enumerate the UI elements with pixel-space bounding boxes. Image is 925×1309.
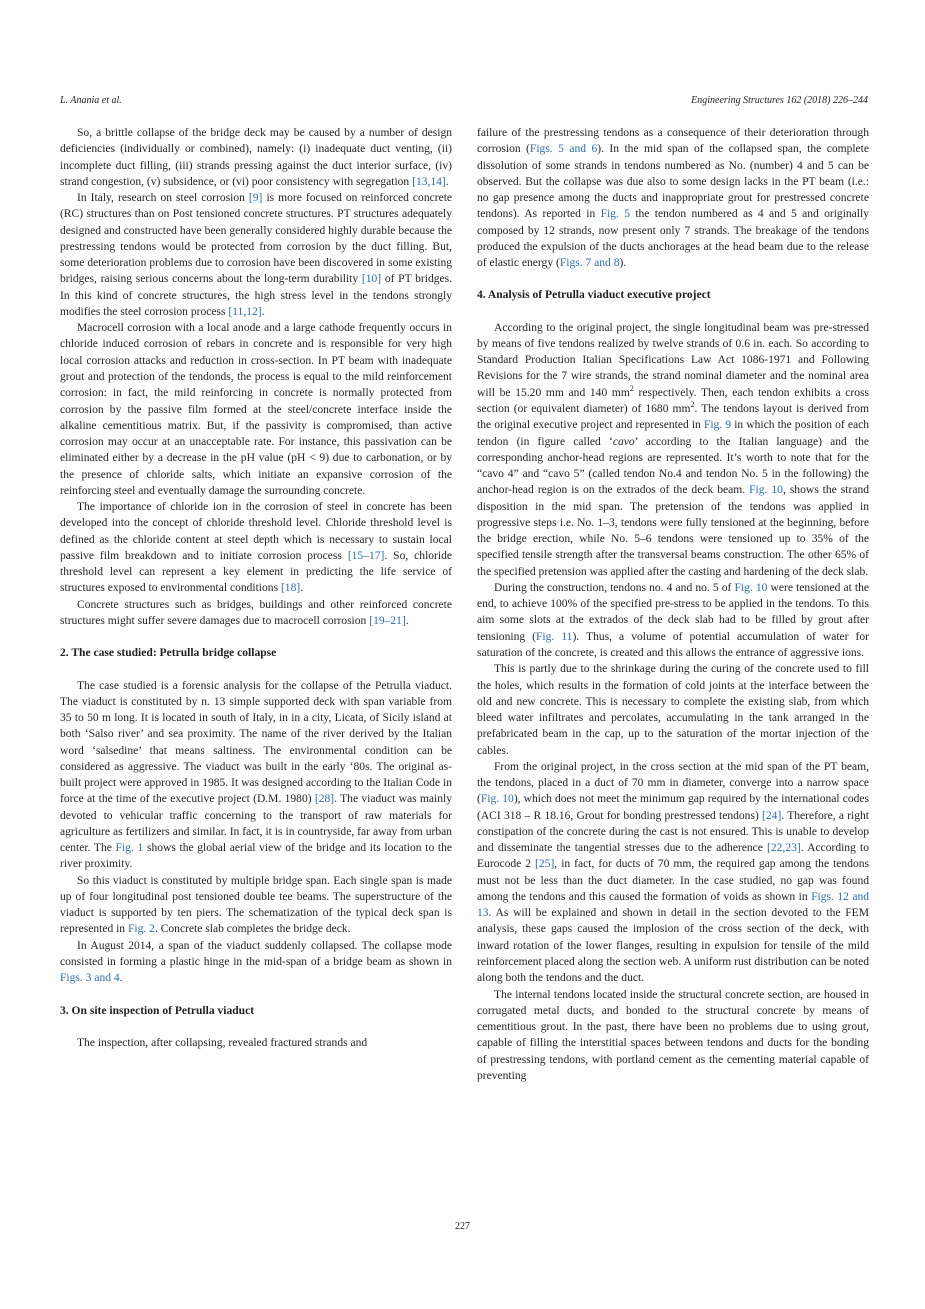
figure-link[interactable]: Fig. 2 (127, 923, 155, 936)
left-column (60, 125, 452, 1051)
running-head-journal: Engineering Structures 162 (2018) 226–244 (691, 95, 868, 106)
section-heading: 3. On site inspection of Petrulla viaduct (60, 1004, 255, 1017)
paragraph: During the construction, tendons no. 4 and no. 5 of Fig. 10 were tensioned at the end, to achieve 100% of the specified pre-stress to be applied in the tendons. To this aim some slots at the extrados of the deck slab had to be filled by grout after tensioning (Fig. 11). Thus, a volume of potential accumulation of water for saturation of the concrete, is created and this allows the entrance of aggressive ions. (477, 581, 869, 659)
running-head-authors: L. Anania et al. (60, 95, 122, 106)
figure-link[interactable]: Figs. 7 and 8 (559, 257, 620, 270)
figure-link[interactable]: Fig. 10 (480, 793, 514, 806)
figure-link[interactable]: Fig. 5 (600, 208, 630, 221)
paragraph: Macrocell corrosion with a local anode and a large cathode frequently occurs in chloride induced corrosion of rebars in concrete and is responsible for very high local corrosion attacks and reduction in cross-section. In PT beam with inadequate grout and protection of the tendonds, the process is equal to the mild reinforcement corrosion: in fact, the mild reinforcing in concrete is normally protected from corrosion by the passive film formed at the steel/concrete interface inside the alkaline cementitious matrix. But, if the passivity is compromised, than active corrosion may occur at an unacceptable rate. For instance, this passivation can be eliminated either by a decrease in the pH value (pH < 9) due to carbonation, or by the presence of chloride salts, which initiate an expansive corrosion of the reinforcing steel and eventually damage the surrounding concrete. (60, 322, 453, 497)
citation-link[interactable]: [18] (280, 582, 301, 595)
paragraph: The case studied is a forensic analysis for the collapse of the Petrulla viaduct. The viaduct is constituted by n. 13 simple supported deck with span variable from 35 to 50 m long. It is located in south of Italy, in in a city, Licata, of Sicily island at both ‘Salso river’ and sea proximity. The name of the river derived by the Italian word ‘salsedine’ that means saltiness. The environmental condition can be considered as aggressive. The viaduct was built in the early ‘80s. The original as-built project were approved in 1985. It was designed according to the Italian Code in force at the time of the executive project (D.M. 1980) [28]. The viaduct was mainly devoted to vehicular traffic concerning to the transport of raw materials for agriculture as fertilizers and similar. In fact, it is in countryside, far away from urban center. The Fig. 1 shows the global aerial view of the bridge and its location to the river proximity. (60, 679, 452, 871)
paragraph: In Italy, research on steel corrosion [9] is more focused on reinforced concrete (RC) structures than on Post tensioned concrete structures. PT structures adequately designed and constructed have been generally considered highly durable because the prestressing tendons would be protected from corrosion by the duct filling. But, some deterioration problems due to corrosion have been discovered in some existing bridges, raising serious concerns about the long-term durability [10] of PT bridges. In this kind of concrete structures, the high stress level in the tendons strongly modifies the steel corrosion process [11,12]. (60, 192, 453, 318)
figure-link[interactable]: Fig. 10 (749, 484, 783, 497)
paragraph: The inspection, after collapsing, revealed fractured strands and (77, 1036, 368, 1049)
citation-link[interactable]: [22,23] (767, 842, 801, 855)
citation-link[interactable]: [11,12] (228, 305, 262, 318)
right-column (477, 125, 869, 1084)
paragraph: The importance of chloride ion in the corrosion of steel in concrete has been developed into the concept of chloride threshold level. Chloride threshold level is defined as the chloride content at steel depth which is necessary to sustain local passive film breakdown and to initiate corrosion process [15–17]. So, chloride threshold level can represent a key element in predicting the life service of structures exposed to environmental conditions [18]. (60, 501, 453, 595)
figure-link[interactable]: Figs. 12 and 13 (477, 890, 869, 920)
citation-link[interactable]: [10] (361, 273, 382, 286)
paragraph: So, a brittle collapse of the bridge deck may be caused by a number of design deficiencies (individually or combined), namely: (i) inadequate duct venting, (ii) incomplete duct filling, (iii) strands pressing against the duct interior surface, (iv) strand congestion, (v) subsidence, or (vi) poor consistency with segregation [13,14]. (60, 127, 452, 188)
citation-link[interactable]: [24] (762, 809, 782, 822)
citation-link[interactable]: [9] (248, 192, 263, 205)
citation-link[interactable]: [19–21] (369, 614, 406, 627)
figure-link[interactable]: Fig. 1 (115, 842, 144, 855)
figure-link[interactable]: Fig. 11 (536, 630, 573, 643)
paragraph: According to the original project, the single longitudinal beam was pre-stressed by means of five tendons realized by twelve strands of 0.6 in. each. So according to Standard Production Italian Specifications Law Act 1086-1971 and Following Revisions for the 7 wire strands, the strand nominal diameter and the nominal area will be 15.20 mm and 140 $mm^2$ respectively. Then, each tendon exhibits a cross section (or equivalent diameter) of 1680 $mm^2$. The tendons layout is derived from the original executive project and represented in Fig. 9 in which the position of each tendon (in figure called ‘cavo’ according to the Italian language) and the corresponding anchor-head regions are represented. It’s worth to note that for the “cavo 4” and “cavo 5” (called tendon No.4 and tendon No. 5 in the following) the anchor-head region is on the extrados of the deck beam. Fig. 10, shows the strand disposition in the mid span. The pretension of the tendons was applied in progressive steps i.e. No. 1–3, tendons were fully tensioned at the beginning, before the bridge erection, while No. 5–6 tendons were tensioned up to 35% of the specified tensile strength after the transversal beams construction. The other 65% of the specified pretension was applied after the casting and hardening of the deck slab. (477, 321, 870, 578)
figure-link[interactable]: Fig. 9 (703, 419, 732, 432)
section-heading: 2. The case studied: Petrulla bridge collapse (60, 647, 277, 660)
paragraph: So this viaduct is constituted by multiple bridge span. Each single span is made up of four longitudinal post tensioned double tee beams. The superstructure of the viaduct is supported by ten piers. The schematization of the typical deck span is represented in Fig. 2. Concrete slab completes the bridge deck. (60, 874, 452, 936)
paragraph: In August 2014, a span of the viaduct suddenly collapsed. The collapse mode consisted in forming a plastic hinge in the mid-span of a bridge beam as shown in Figs. 3 and 4. (60, 939, 452, 985)
paragraph: The internal tendons located inside the structural concrete section, are housed in corrugated metal ducts, and bonded to the structural concrete by means of cementitious grout. In the past, there have been no problems due to using grout, capable of filling the interstitial spaces between tendons and ducts for the bonding of prestressing tendons, with portland cement as the cementing material capable of preventing (477, 988, 869, 1082)
citation-link[interactable]: [15–17] (347, 549, 385, 562)
paragraph: Concrete structures such as bridges, buildings and other reinforced concrete structures might suffer severe damages due to macrocell corrosion [19–21]. (60, 598, 452, 627)
citation-link[interactable]: [13,14] (412, 175, 446, 188)
section-heading: 4. Analysis of Petrulla viaduct executive project (477, 289, 711, 302)
paragraph: failure of the prestressing tendons as a consequence of their deterioration through corrosion (Figs. 5 and 6). In the mid span of the collapsed span, the complete dissolution of some strands in tendons numbered as No. (number) 4 and 5 can be observed. But the collapse was due also to some design lacks in the PT beam (i.e.: no gap presence among the ducts and inappropriate grout for prestressed concrete tendons). As reported in Fig. 5 the tendon numbered as 4 and 5 and originally composed by 12 strands, now present only 7 strands. The breakage of the tendons produced the expulsion of the ducts anchorages at the head beam due to the release of elastic energy (Figs. 7 and 8). (477, 127, 870, 270)
paragraph: This is partly due to the shrinkage during the curing of the concrete used to fill the holes, which results in the formation of cold joints at the interface between the old and new concrete. This is necessary to complete the existing slab, from which bleed water infiltrates and percolates, accumulating in the tank arranged in the prefabricated beam in the cap, up to the saturation of the mortar injection of the cables. (477, 663, 869, 757)
figure-link[interactable]: Figs. 3 and 4 (60, 972, 120, 985)
citation-link[interactable]: [25] (535, 858, 555, 871)
figure-link[interactable]: Figs. 5 and 6 (529, 143, 598, 156)
paragraph: From the original project, in the cross section at the mid span of the PT beam, the tendons, placed in a duct of 70 mm in diameter, converge into a narrow space (Fig. 10), which does not meet the minimum gap required by the international codes (ACI 318 – R 18.16, Grout for bonding prestressed tendons) [24]. Therefore, a right constipation of the concrete during the cast is not ensured. This is unable to develop and disseminate the tangential stresses due to the adherence [22,23]. According to Eurocode 2 [25], in fact, for ducts of 70 mm, the required gap among the tendons must not be less than the duct diameter. In the case studied, no gap was found among the tendons and this caused the formation of voids as shown in Figs. 12 and 13. As will be explained and shown in detail in the section devoted to the FEM analysis, these gaps caused the implosion of the cross section of the deck, with inward rotation of the lower flanges, resulting in expulsion for tensile of the mild reinforcement placed along the section web. A uniform rust distribution can be noted along both the tendons and the duct. (477, 760, 870, 985)
citation-link[interactable]: [28] (314, 793, 335, 806)
figure-link[interactable]: Fig. 10 (734, 581, 768, 594)
page-number: 227 (455, 1221, 470, 1232)
